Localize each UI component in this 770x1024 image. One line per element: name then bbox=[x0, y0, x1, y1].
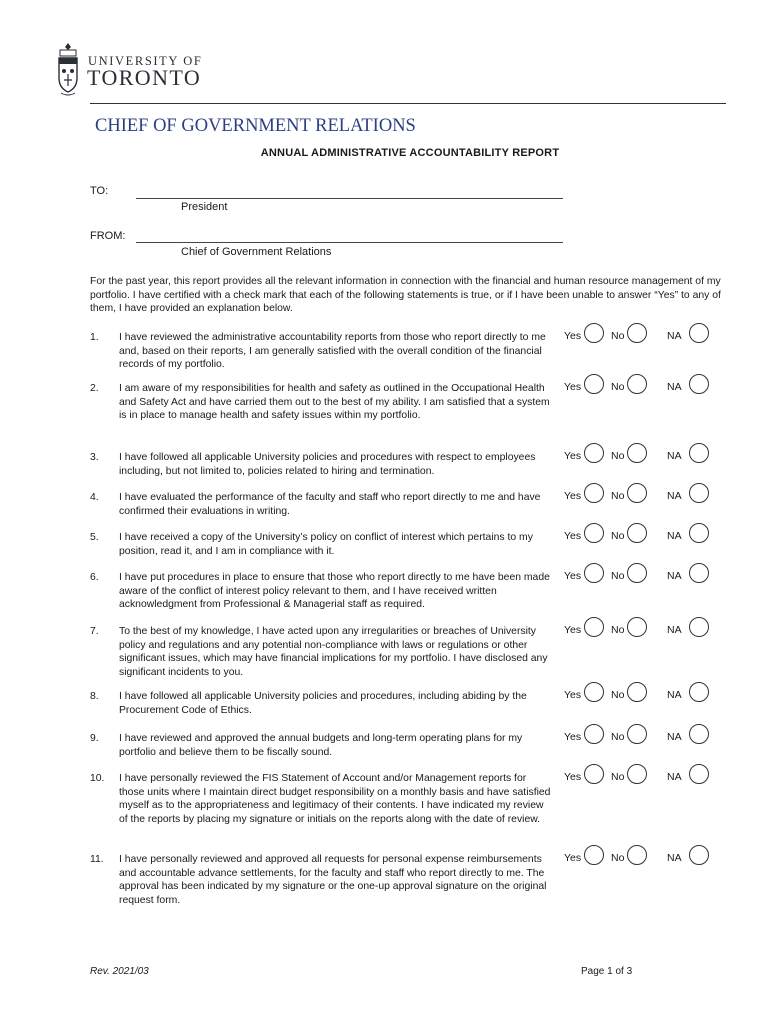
na-radio[interactable] bbox=[689, 563, 709, 583]
answer-options bbox=[564, 324, 734, 350]
no-label: No bbox=[611, 771, 625, 783]
na-label: NA bbox=[667, 330, 682, 342]
yes-label: Yes bbox=[564, 490, 582, 502]
no-radio[interactable] bbox=[627, 724, 647, 744]
item-number: 9. bbox=[90, 733, 99, 744]
item-number: 5. bbox=[90, 532, 99, 543]
answer-options bbox=[564, 375, 734, 401]
yes-radio[interactable] bbox=[584, 483, 604, 503]
yes-label: Yes bbox=[564, 330, 582, 342]
na-radio[interactable] bbox=[689, 724, 709, 744]
na-label: NA bbox=[667, 570, 682, 582]
yes-radio[interactable] bbox=[584, 724, 604, 744]
yes-radio[interactable] bbox=[584, 563, 604, 583]
yes-radio[interactable] bbox=[584, 845, 604, 865]
intro-paragraph: For the past year, this report provides all the relevant information in connection with the financial and human resource management of my portfolio. I have certified with a check mark that each of the following statements is true, or if I have been unable to answer “Yes” to any of them, I have provided an explanation below. bbox=[90, 276, 721, 314]
yes-radio[interactable] bbox=[584, 523, 604, 543]
no-radio[interactable] bbox=[627, 764, 647, 784]
item-number: 3. bbox=[90, 452, 99, 463]
no-label: No bbox=[611, 624, 625, 636]
page-title: CHIEF OF GOVERNMENT RELATIONS bbox=[95, 116, 416, 136]
yes-label: Yes bbox=[564, 530, 582, 542]
answer-options bbox=[564, 524, 734, 550]
no-radio[interactable] bbox=[627, 374, 647, 394]
no-radio[interactable] bbox=[627, 483, 647, 503]
yes-label: Yes bbox=[564, 771, 582, 783]
na-label: NA bbox=[667, 490, 682, 502]
answer-options bbox=[564, 564, 734, 590]
no-radio[interactable] bbox=[627, 523, 647, 543]
na-label: NA bbox=[667, 771, 682, 783]
no-radio[interactable] bbox=[627, 845, 647, 865]
item-statement: I have followed all applicable University policies and procedures with respect to employees including, but not limited to, policies related to hiring and termination. bbox=[119, 452, 536, 477]
university-of-text: UNIVERSITY OF bbox=[88, 54, 203, 68]
no-label: No bbox=[611, 330, 625, 342]
na-label: NA bbox=[667, 530, 682, 542]
no-label: No bbox=[611, 731, 625, 743]
item-statement: I have reviewed and approved the annual budgets and long-term operating plans for my portfolio and believe them to be fiscally sound. bbox=[119, 733, 523, 758]
item-statement: I have reviewed the administrative accountability reports from those who report directly to me and, based on their reports, I am generally satisfied with the overall condition of the financial records of my portfolio. bbox=[119, 332, 546, 370]
na-radio[interactable] bbox=[689, 682, 709, 702]
yes-radio[interactable] bbox=[584, 617, 604, 637]
from-role: Chief of Government Relations bbox=[181, 246, 332, 258]
na-radio[interactable] bbox=[689, 617, 709, 637]
page-number: Page 1 of 3 bbox=[581, 966, 633, 977]
item-statement: I have received a copy of the University’s policy on conflict of interest which pertains to my position, read it, and I am in compliance with it. bbox=[119, 532, 533, 557]
item-number: 8. bbox=[90, 691, 99, 702]
item-statement: I have personally reviewed the FIS Statement of Account and/or Management reports for those units where I maintain direct budget responsibility on a monthly basis and have satisfied myself as to the appropriateness and legitimacy of their contents. I have indicated my review of the reports by placing my signature or initials on the reports along with the date of review. bbox=[119, 773, 551, 825]
report-title: ANNUAL ADMINISTRATIVE ACCOUNTABILITY REPORT bbox=[260, 147, 560, 159]
na-radio[interactable] bbox=[689, 483, 709, 503]
answer-options bbox=[564, 484, 734, 510]
na-radio[interactable] bbox=[689, 764, 709, 784]
na-label: NA bbox=[667, 852, 682, 864]
na-label: NA bbox=[667, 624, 682, 636]
item-statement: I have evaluated the performance of the faculty and staff who report directly to me and have confirmed their evaluations in writing. bbox=[119, 492, 541, 517]
no-label: No bbox=[611, 852, 625, 864]
item-number: 11. bbox=[90, 854, 104, 865]
item-number: 2. bbox=[90, 383, 99, 394]
answer-options bbox=[564, 765, 734, 791]
yes-label: Yes bbox=[564, 624, 582, 636]
item-number: 7. bbox=[90, 626, 99, 637]
item-statement: To the best of my knowledge, I have acted upon any irregularities or breaches of University policy and regulations and any potential non-compliance with laws or regulations or other significant issues, which may have financial implications for my portfolio. I have disclosed any significant incidents to you. bbox=[119, 626, 548, 678]
na-radio[interactable] bbox=[689, 374, 709, 394]
item-number: 4. bbox=[90, 492, 99, 503]
item-number: 6. bbox=[90, 572, 99, 583]
yes-label: Yes bbox=[564, 381, 582, 393]
university-crest-icon bbox=[56, 42, 80, 98]
item-statement: I am aware of my responsibilities for health and safety as outlined in the Occupational Health and Safety Act and have carried them out to the best of my ability. I am satisfied that a system is in place to manage health and safety issues within my portfolio. bbox=[119, 383, 550, 421]
from-signature-line[interactable] bbox=[136, 242, 563, 243]
to-role: President bbox=[181, 201, 228, 213]
no-label: No bbox=[611, 530, 625, 542]
item-number: 10. bbox=[90, 773, 105, 784]
no-radio[interactable] bbox=[627, 443, 647, 463]
no-label: No bbox=[611, 570, 625, 582]
na-label: NA bbox=[667, 731, 682, 743]
na-label: NA bbox=[667, 381, 682, 393]
no-radio[interactable] bbox=[627, 617, 647, 637]
na-radio[interactable] bbox=[689, 323, 709, 343]
answer-options bbox=[564, 444, 734, 470]
item-number: 1. bbox=[90, 332, 99, 343]
no-label: No bbox=[611, 490, 625, 502]
answer-options bbox=[564, 846, 734, 872]
revision-label: Rev. 2021/03 bbox=[90, 966, 149, 977]
no-label: No bbox=[611, 381, 625, 393]
university-logo bbox=[56, 42, 216, 100]
yes-radio[interactable] bbox=[584, 443, 604, 463]
to-label: TO: bbox=[90, 185, 109, 197]
answer-options bbox=[564, 618, 734, 644]
na-radio[interactable] bbox=[689, 845, 709, 865]
to-signature-line[interactable] bbox=[136, 198, 563, 199]
yes-label: Yes bbox=[564, 852, 582, 864]
no-radio[interactable] bbox=[627, 682, 647, 702]
item-statement: I have personally reviewed and approved all requests for personal expense reimbursements and accountable advance settlements, for the faculty and staff who report directly to me. The approval has been indicated by my signature or the one-up approval signature on the original request form. bbox=[119, 854, 547, 906]
yes-label: Yes bbox=[564, 570, 582, 582]
toronto-text: TORONTO bbox=[87, 65, 202, 90]
yes-radio[interactable] bbox=[584, 764, 604, 784]
yes-radio[interactable] bbox=[584, 323, 604, 343]
na-label: NA bbox=[667, 450, 682, 462]
no-radio[interactable] bbox=[627, 563, 647, 583]
from-label: FROM: bbox=[90, 230, 126, 242]
answer-options bbox=[564, 725, 734, 751]
no-radio[interactable] bbox=[627, 323, 647, 343]
no-label: No bbox=[611, 689, 625, 701]
na-label: NA bbox=[667, 689, 682, 701]
na-radio[interactable] bbox=[689, 523, 709, 543]
yes-radio[interactable] bbox=[584, 682, 604, 702]
yes-label: Yes bbox=[564, 450, 582, 462]
item-statement: I have put procedures in place to ensure that those who report directly to me have been made aware of the conflict of interest policy relevant to them, and I have received written acknowledgment from Professional & Managerial staff as required. bbox=[119, 572, 550, 610]
item-statement: I have followed all applicable University policies and procedures, including abiding by the Procurement Code of Ethics. bbox=[119, 691, 527, 716]
yes-radio[interactable] bbox=[584, 374, 604, 394]
na-radio[interactable] bbox=[689, 443, 709, 463]
answer-options bbox=[564, 683, 734, 709]
no-label: No bbox=[611, 450, 625, 462]
header-rule bbox=[90, 103, 726, 104]
yes-label: Yes bbox=[564, 689, 582, 701]
yes-label: Yes bbox=[564, 731, 582, 743]
